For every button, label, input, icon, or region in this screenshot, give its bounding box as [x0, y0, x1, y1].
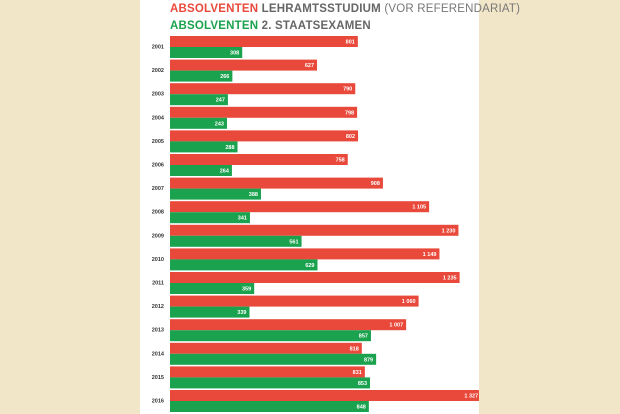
green-bar — [170, 354, 376, 365]
green-bar — [170, 259, 318, 270]
green-bar-value-label: 359 — [241, 286, 252, 293]
red-bar-value-label: 831 — [352, 369, 362, 376]
red-bar — [170, 107, 357, 118]
title-series-word-green: ABSOLVENTEN — [170, 20, 259, 32]
red-bar — [170, 366, 365, 377]
green-bar-value-label: 243 — [214, 121, 224, 128]
year-label: 2013 — [151, 327, 164, 334]
year-label: 2015 — [151, 374, 164, 381]
green-bar-value-label: 629 — [305, 262, 315, 269]
title-note-red: (VOR REFERENDARIAT) — [384, 3, 521, 15]
year-label: 2012 — [151, 304, 164, 311]
green-bar-value-label: 341 — [237, 215, 247, 222]
red-bar — [170, 343, 362, 354]
title-series-word-red: ABSOLVENTEN — [170, 3, 259, 15]
year-label: 2007 — [151, 186, 164, 193]
red-bar — [170, 60, 317, 71]
red-bar — [170, 83, 355, 94]
red-bar — [170, 36, 358, 47]
green-bar-value-label: 308 — [230, 50, 240, 57]
chart-panel — [140, 0, 521, 414]
green-bar — [170, 236, 302, 247]
green-bar-value-label: 266 — [220, 74, 230, 81]
red-bar-value-label: 798 — [344, 110, 355, 117]
green-bar-value-label: 848 — [356, 404, 366, 411]
green-bar-value-label: 247 — [215, 97, 225, 104]
year-label: 2006 — [151, 162, 164, 169]
red-bar-value-label: 1 327 — [464, 393, 479, 400]
year-label: 2008 — [151, 209, 164, 216]
green-bar-value-label: 561 — [289, 239, 299, 246]
red-bar-value-label: 1 235 — [442, 275, 457, 282]
green-bar — [170, 401, 369, 412]
year-label: 2002 — [151, 68, 164, 75]
green-bar-value-label: 288 — [225, 144, 235, 151]
red-bar-value-label: 908 — [370, 181, 380, 188]
year-label: 2003 — [151, 91, 164, 98]
red-bar — [170, 248, 439, 259]
year-label: 2005 — [151, 138, 164, 145]
green-bar-value-label: 879 — [363, 357, 374, 364]
year-label: 2004 — [151, 115, 164, 122]
year-label: 2010 — [151, 256, 164, 263]
green-bar-value-label: 853 — [357, 380, 368, 387]
title-subject-green: 2. STAATSEXAMEN — [261, 20, 371, 32]
red-bar — [170, 178, 383, 189]
green-bar — [170, 377, 370, 388]
red-bar-value-label: 1 007 — [389, 322, 404, 329]
red-bar-value-label: 1 060 — [401, 299, 416, 306]
green-bar — [170, 330, 371, 341]
red-bar-value-label: 1 149 — [422, 251, 437, 258]
red-bar — [170, 130, 358, 141]
red-bar-value-label: 802 — [345, 133, 356, 140]
red-bar — [170, 201, 429, 212]
green-bar-value-label: 388 — [248, 192, 258, 199]
red-bar-value-label: 818 — [349, 346, 359, 353]
year-label: 2016 — [151, 398, 164, 405]
green-bar-value-label: 264 — [219, 168, 229, 175]
red-bar-value-label: 790 — [343, 86, 353, 93]
green-bar-value-label: 857 — [358, 333, 368, 340]
red-bar-value-label: 801 — [345, 39, 355, 46]
red-bar — [170, 390, 479, 401]
red-bar — [170, 225, 458, 236]
year-label: 2014 — [151, 351, 164, 358]
year-label: 2011 — [152, 280, 164, 287]
title-subject-red: LEHRAMTSSTUDIUM — [261, 3, 381, 15]
red-bar — [170, 319, 406, 330]
year-label: 2009 — [151, 233, 164, 240]
green-bar-value-label: 339 — [237, 310, 247, 317]
bar-chart — [140, 0, 479, 414]
red-bar — [170, 272, 460, 283]
green-bar — [170, 189, 261, 200]
red-bar — [170, 154, 348, 165]
red-bar — [170, 296, 419, 307]
red-bar-value-label: 627 — [304, 63, 315, 70]
red-bar-value-label: 758 — [335, 157, 345, 164]
red-bar-value-label: 1 105 — [412, 204, 427, 211]
red-bar-value-label: 1 230 — [441, 228, 456, 235]
year-label: 2001 — [151, 44, 164, 51]
